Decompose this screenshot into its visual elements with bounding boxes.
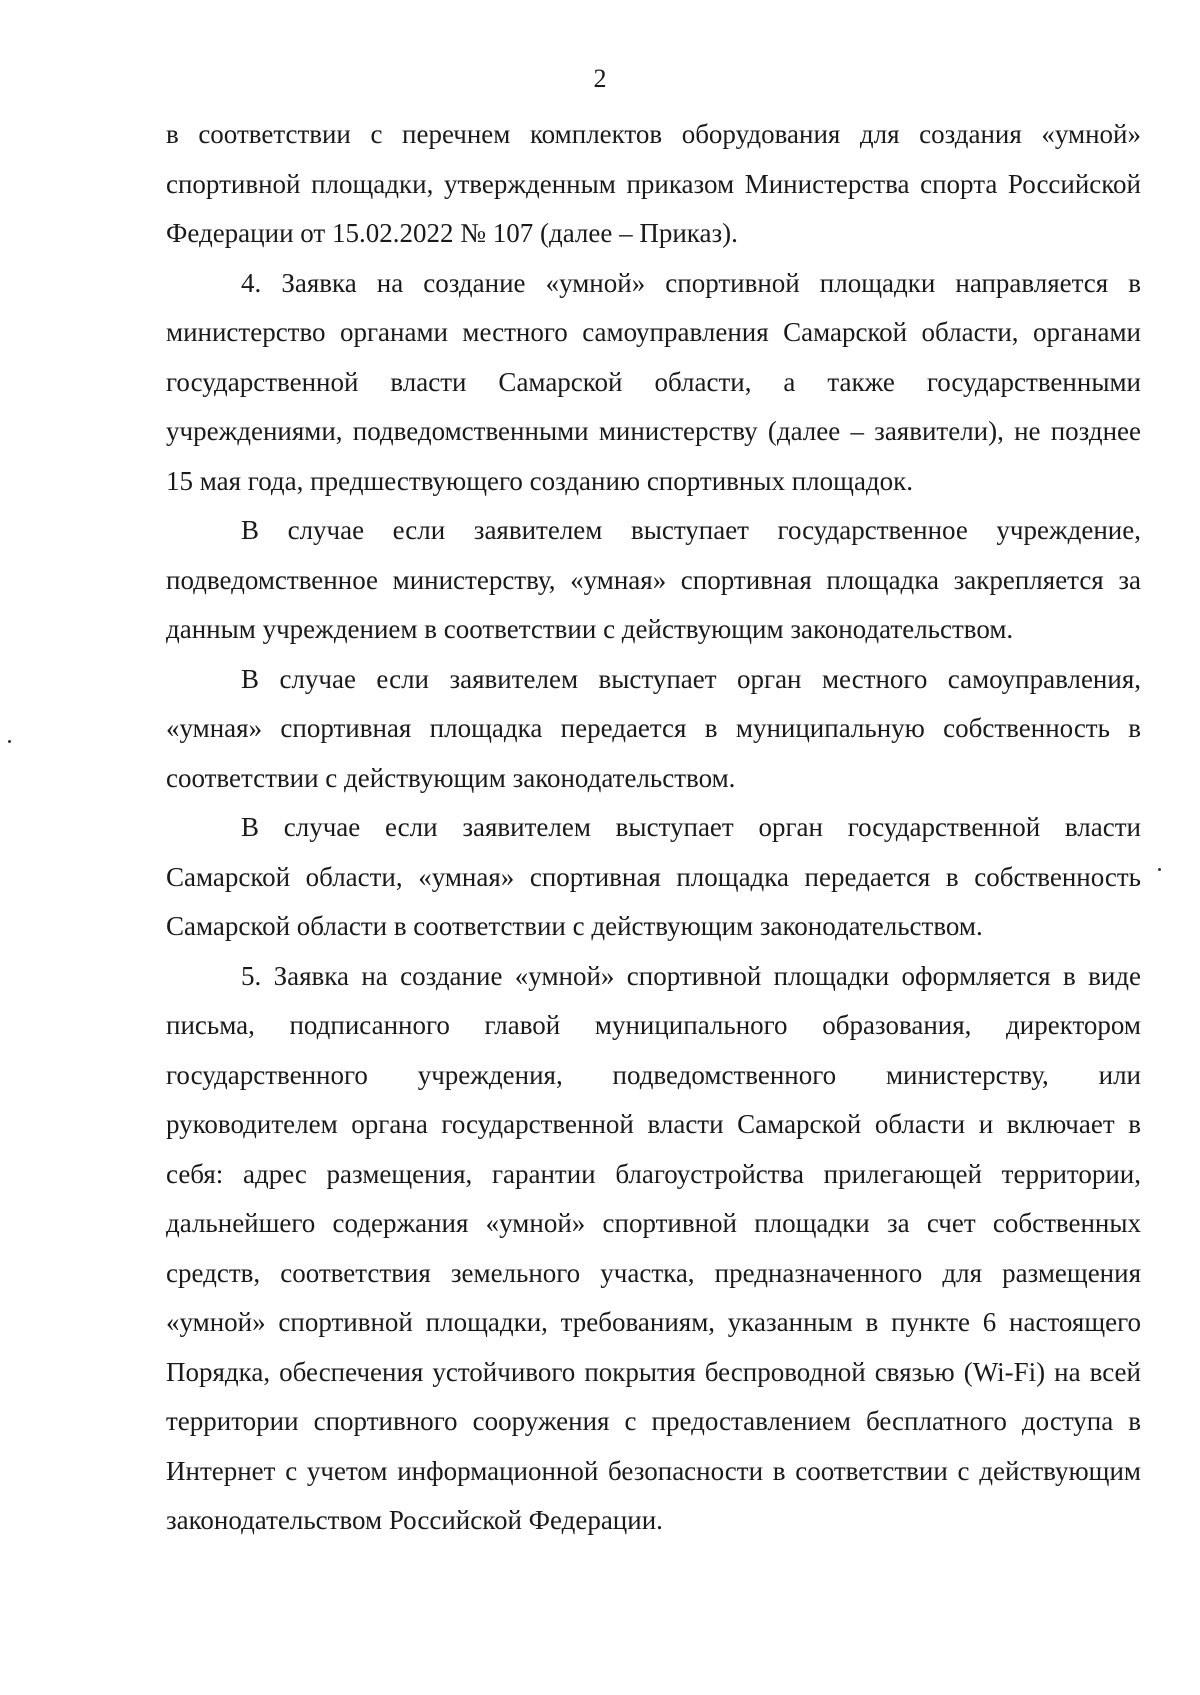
- page-number: 2: [593, 64, 607, 93]
- paragraph-item-5: 5. Заявка на создание «умной» спортивной площадки оформляется в виде письма, подписанного главой муниципального образования, директором государственного учреждения, подведомственного министерству, или руководителем органа государственной власти Самарской области и включает в себя: адрес размещения, гарантии благоустройства прилегающей территории, дальнейшего содержания «умной» спортивной площадки за счет собственных средств, соответствия земельного участка, предназначенного для размещения «умной» спортивной площадки, требованиям, указанным в пункте 6 настоящего Порядка, обеспечения устойчивого покрытия беспроводной связью (Wi-Fi) на всей территории спортивного сооружения с предоставлением бесплатного доступа в Интернет с учетом информационной безопасности в соответствии с действующим законодательством Российской Федерации.: [166, 960, 1141, 1535]
- paragraph-state-institution-case: В случае если заявителем выступает государственное учреждение, подведомственное министерству, «умная» спортивная площадка закрепляется за данным учреждением в соответствии с действующим законодательством.: [166, 515, 1141, 644]
- paragraph-state-authority-case: В случае если заявителем выступает орган государственной власти Самарской области, «умная» спортивная площадка передается в собственность Самарской области в соответствии с действующим законодательством.: [166, 812, 1141, 941]
- scan-speck: [1158, 868, 1161, 871]
- paragraph-local-government-case: В случае если заявителем выступает орган местного самоуправления, «умная» спортивная площадка передается в муниципальную собственность в соответствии с действующим законодательством.: [166, 663, 1141, 793]
- document-body: [166, 110, 1141, 1546]
- paragraph-item-4: 4. Заявка на создание «умной» спортивной площадки направляется в министерство органами местного самоуправления Самарской области, органами государственной власти Самарской области, а также государственными учреждениями, подведомственными министерству (далее – заявители), не позднее 15 мая года, предшествующего созданию спортивных площадок.: [166, 267, 1141, 496]
- scan-speck: [8, 740, 11, 743]
- paragraph-continuation: в соответствии с перечнем комплектов оборудования для создания «умной» спортивной площадки, утвержденным приказом Министерства спорта Российской Федерации от 15.02.2022 № 107 (далее – Приказ).: [166, 119, 1141, 248]
